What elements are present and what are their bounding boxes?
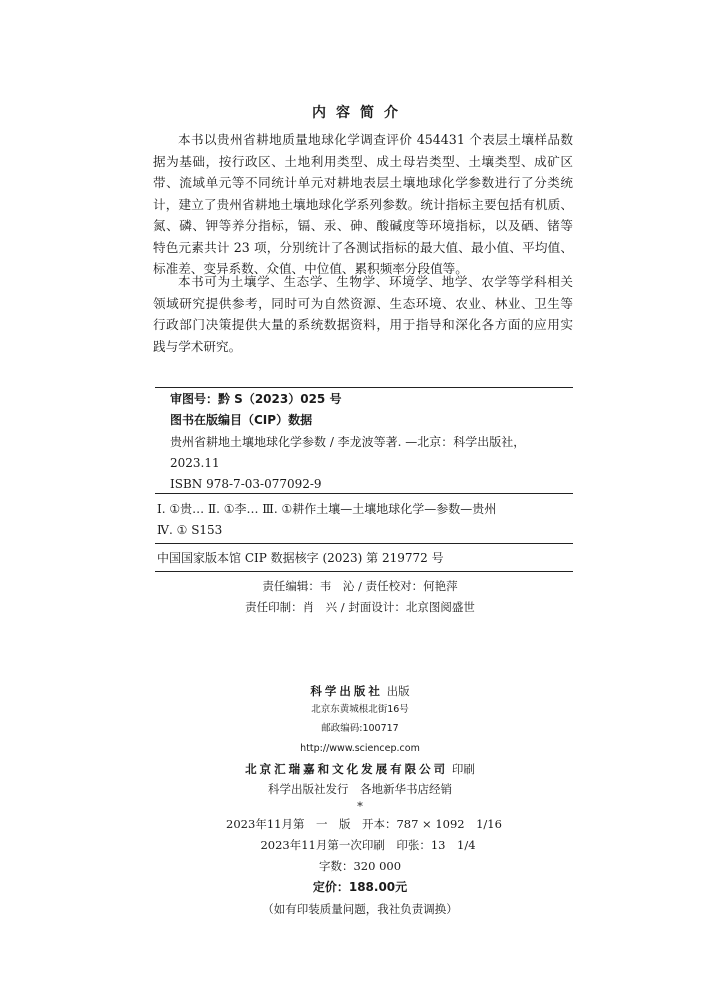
summary-line: 践与学术研究。 [153, 338, 242, 354]
summary-line: 领域研究提供参考，同时可为自然资源、生态环境、农业、林业、卫生等 [153, 295, 573, 311]
summary-line: 标准差、变异系数、众值、中位值、累积频率分段值等。 [153, 261, 468, 276]
publisher-address: 北京东黄城根北街16号 [311, 704, 409, 715]
section-heading: 内容简介 [312, 105, 408, 121]
map-approval-number: 审图号：黔 S（2023）025 号 [170, 392, 342, 406]
divider [155, 387, 573, 388]
isbn: ISBN 978-7-03-077092-9 [170, 477, 322, 491]
classification: Ⅳ. ① S153 [157, 523, 223, 537]
editor-credits: 责任编辑：韦 沁 / 责任校对：何艳萍 [262, 579, 458, 593]
cip-verification: 中国国家版本馆 CIP 数据核字 (2023) 第 219772 号 [157, 551, 444, 565]
summary-line: 带、流域单元等不同统计单元对耕地表层土壤地球化学参数进行了分类统 [153, 175, 573, 190]
printing-line: 2023年11月第一次印刷 印张：13 1/4 [260, 838, 476, 852]
word-count: 字数：320 000 [318, 859, 402, 873]
edition-block [0, 814, 720, 920]
divider [155, 543, 573, 544]
postal-code: 邮政编码:100717 [321, 723, 399, 734]
summary-line: 氮、磷、钾等养分指标，镉、汞、砷、酸碱度等环境指标，以及硒、锗等 [153, 218, 573, 233]
divider [155, 493, 573, 494]
price: 定价：188.00元 [312, 880, 408, 894]
summary-line: 据为基础，按行政区、土地利用类型、成土母岩类型、土壤类型、成矿区 [153, 153, 573, 169]
summary-line: 本书可为土壤学、生态学、生物学、环境学、地学、农学等学科相关 [178, 274, 573, 289]
summary-paragraph-1 [153, 129, 573, 280]
divider [155, 571, 573, 572]
printer-action: 印刷 [451, 762, 475, 776]
summary-line: 本书以贵州省耕地质量地球化学调查评价 454431 个表层土壤样品数 [178, 132, 573, 147]
publisher-block [0, 681, 720, 813]
website: http://www.sciencep.com [300, 743, 420, 754]
summary-paragraph-2 [153, 271, 573, 357]
summary-line: 计，建立了贵州省耕地土壤地球化学系列参数。统计指标主要包括有机质、 [153, 196, 573, 212]
summary-line: 特色元素共计 23 项，分别统计了各测试指标的最大值、最小值、平均值、 [153, 239, 573, 255]
publisher-name: 科学出版社 [310, 684, 383, 698]
publisher-action: 出版 [386, 684, 410, 698]
cip-record: 贵州省耕地土壤地球化学参数 / 李龙波等著. —北京：科学出版社， [170, 435, 526, 449]
distribution: 科学出版社发行 各地新华书店经销 [268, 782, 452, 796]
printer-name: 北京汇瑞嘉和文化发展有限公司 [245, 762, 449, 776]
quality-notice: （如有印装质量问题，我社负责调换） [262, 902, 458, 916]
subject-headings: Ⅰ. ①贵… Ⅱ. ①李… Ⅲ. ①耕作土壤—土壤地球化学—参数—贵州 [157, 502, 497, 516]
cip-title: 图书在版编目（CIP）数据 [170, 413, 313, 427]
edition-line: 2023年11月第 一 版 开本：787 × 1092 1/16 [226, 817, 502, 831]
separator-star: * [357, 799, 363, 813]
print-credits: 责任印制：肖 兴 / 封面设计：北京图阅盛世 [245, 600, 475, 614]
cip-record-year: 2023.11 [170, 456, 220, 470]
summary-line: 行政部门决策提供大量的系统数据资料，用于指导和深化各方面的应用实 [153, 317, 573, 332]
